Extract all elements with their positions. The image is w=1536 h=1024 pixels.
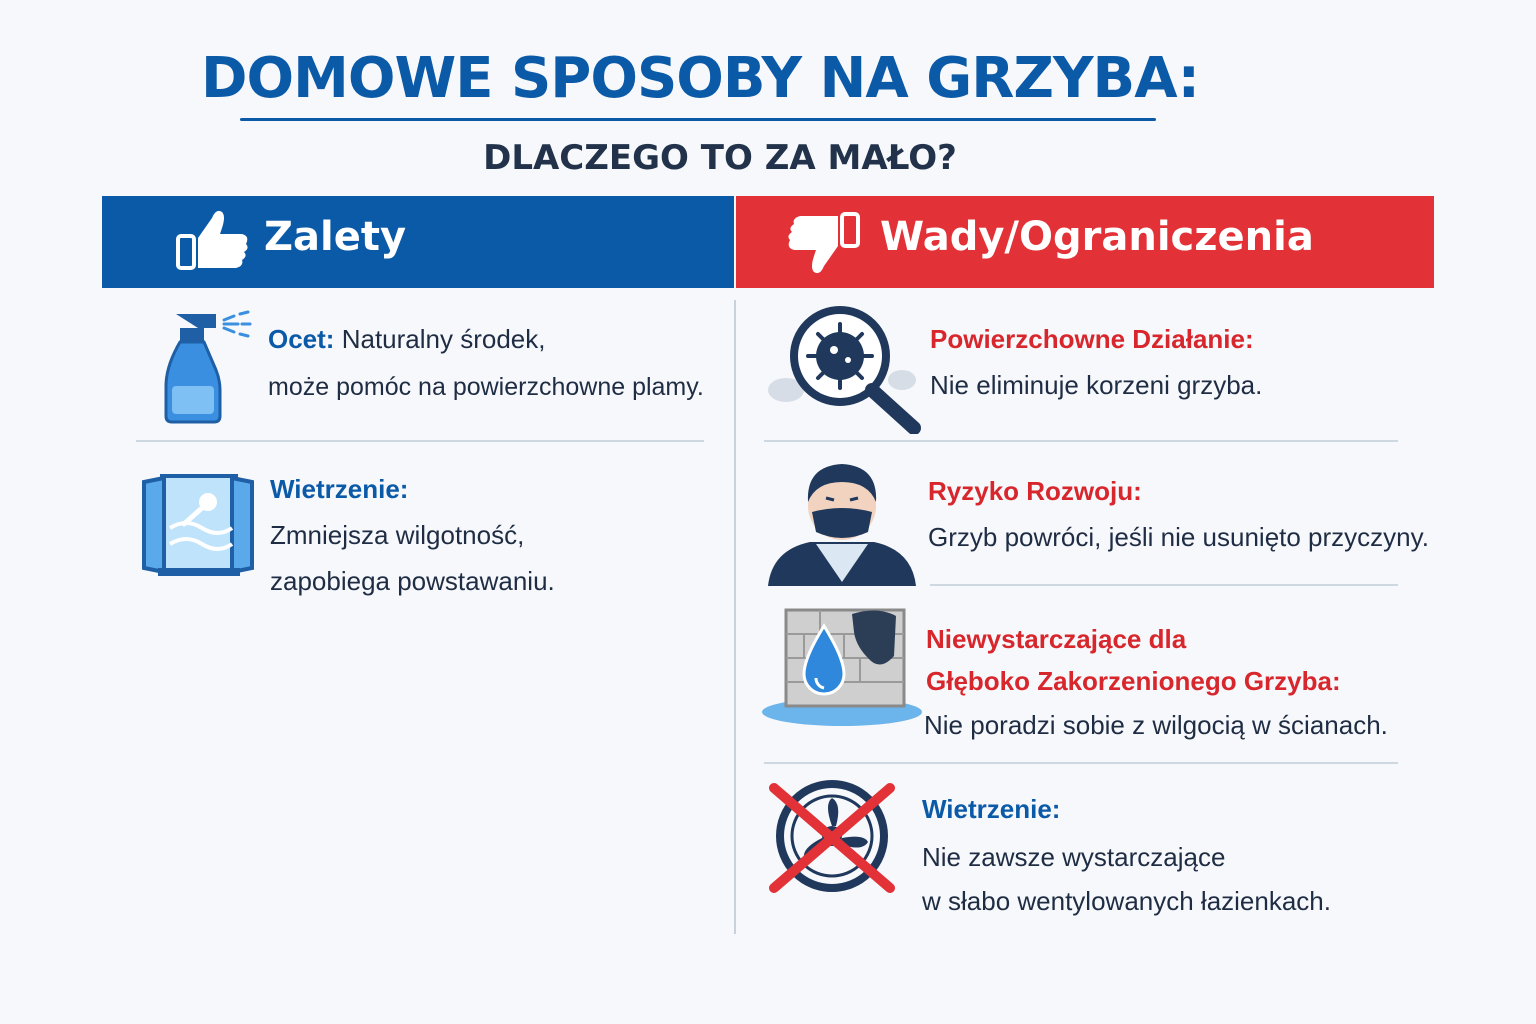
cons-header-label: Wady/Ograniczenia [880, 214, 1314, 260]
pros-separator [136, 440, 704, 442]
cons-item-4-text1: Nie zawsze wystarczające [922, 842, 1226, 872]
cons-separator-2 [930, 584, 1398, 586]
cons-item-3-text1: Nie poradzi sobie z wilgocią w ścianach. [924, 710, 1388, 740]
page-title: DOMOWE SPOSOBY NA GRZYBA: [201, 46, 1199, 111]
cons-item-3-lead2: Głęboko Zakorzenionego Grzyba: [926, 666, 1341, 696]
pros-header-label: Zalety [264, 214, 407, 260]
cons-item-1-text1: Nie eliminuje korzeni grzyba. [930, 370, 1263, 400]
page-subtitle: DLACZEGO TO ZA MAŁO? [483, 138, 957, 178]
cons-separator-1 [764, 440, 1398, 442]
cons-item-2-lead: Ryzyko Rozwoju: [928, 476, 1142, 506]
magnifier-germ-icon [764, 304, 922, 434]
cons-item-4-lead: Wietrzenie: [922, 794, 1061, 824]
open-window-icon [140, 468, 256, 580]
cons-item-3-lead1: Niewystarczające dla [926, 624, 1187, 654]
crossed-fan-icon [764, 776, 904, 900]
pros-item-2-text2: zapobiega powstawaniu. [270, 566, 555, 596]
spray-bottle-icon [158, 306, 262, 426]
pros-item-2-text1: Zmniejsza wilgotność, [270, 520, 525, 550]
thumbs-up-icon [174, 204, 254, 274]
cons-item-1-lead: Powierzchowne Działanie: [930, 324, 1254, 354]
thumbs-down-icon [784, 210, 864, 280]
pros-item-1-lead: Ocet: [268, 324, 335, 354]
cons-item-4-text2: w słabo wentylowanych łazienkach. [922, 886, 1331, 916]
title-underline [240, 118, 1156, 121]
column-divider [734, 300, 736, 934]
pros-item-1-text1: Naturalny środek, [341, 324, 546, 354]
damp-wall-icon [760, 602, 924, 744]
masked-person-icon [764, 452, 920, 586]
cons-separator-3 [764, 762, 1398, 764]
pros-item-1-text2: może pomóc na powierzchowne plamy. [268, 373, 704, 401]
cons-item-2-text1: Grzyb powróci, jeśli nie usunięto przyczyny. [928, 522, 1429, 552]
cons-header-bar [736, 196, 1434, 288]
pros-item-2-lead: Wietrzenie: [270, 474, 409, 504]
pros-header-bar [102, 196, 734, 288]
pros-item-1-line1 [268, 324, 545, 355]
